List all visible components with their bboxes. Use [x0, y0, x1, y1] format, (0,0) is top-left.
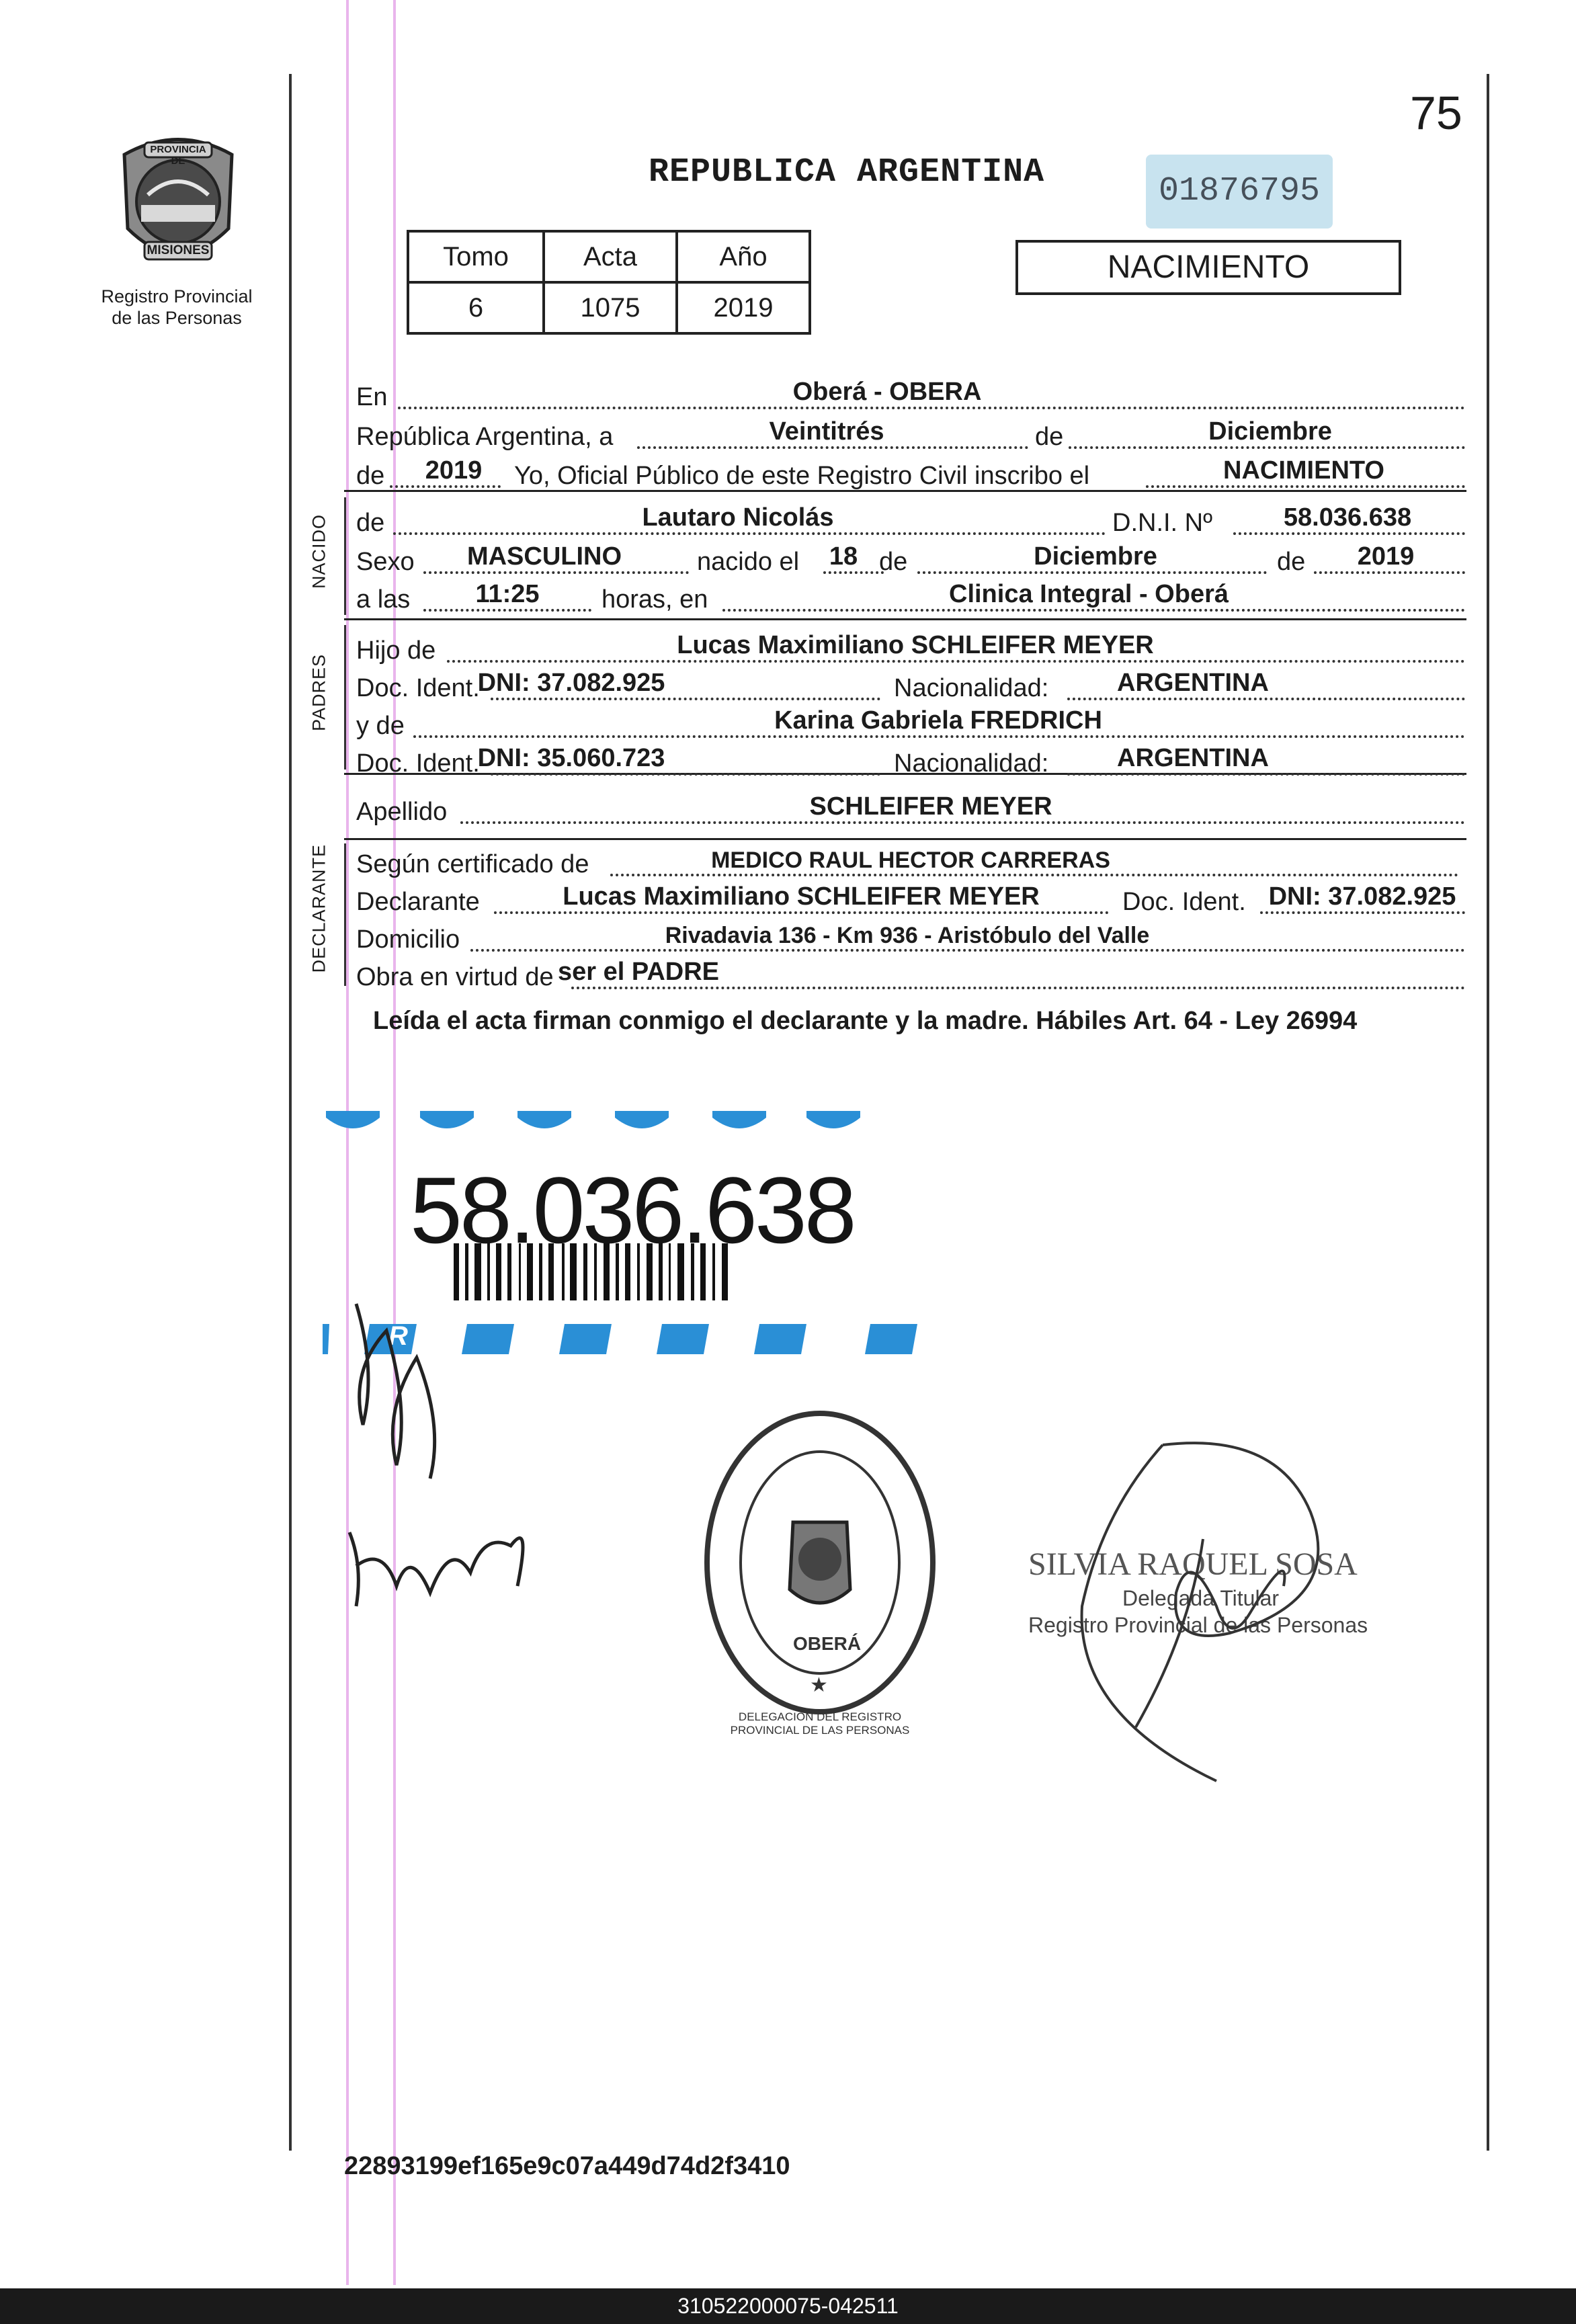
seal-star: ★ — [810, 1674, 828, 1696]
row-declarant — [356, 878, 1465, 917]
value-child-dni: 58.036.638 — [1283, 503, 1412, 532]
label-doc-father: Doc. Ident. — [356, 674, 480, 702]
bottom-code: 310522000075-042511 — [677, 2294, 899, 2318]
label-hijo: Hijo de — [356, 636, 436, 665]
label-doc-declarant: Doc. Ident. — [1122, 888, 1246, 916]
value-father-doc: DNI: 37.082.925 — [477, 669, 665, 697]
document-hash: 22893199ef165e9c07a449d74d2f3410 — [344, 2152, 790, 2180]
closing-statement: Leída el acta firman conmigo el declarante y la madre. Hábiles Art. 64 - Ley 26994 — [373, 1007, 1358, 1035]
section-label-padres: PADRES — [308, 653, 329, 732]
signature-declarant — [336, 1290, 558, 1633]
label-nat-father: Nacionalidad: — [894, 674, 1049, 702]
label-republica: República Argentina, a — [356, 423, 614, 451]
border-right — [1487, 74, 1489, 2151]
section-bar-declarante — [344, 843, 346, 986]
row-certificate — [356, 840, 1465, 879]
dni-number-large: 58.036.638 — [410, 1157, 854, 1263]
value-birth-month: Diciembre — [1034, 542, 1157, 571]
row-mother-name — [356, 702, 1465, 741]
row-capacity — [356, 953, 1465, 992]
official-role: Delegada Titular — [1122, 1586, 1280, 1610]
divider-padres-top — [344, 618, 1466, 620]
logo-caption — [93, 286, 261, 329]
value-declarant-doc: DNI: 37.082.925 — [1268, 882, 1456, 911]
logo-text-bottom: MISIONES — [147, 243, 210, 257]
label-de-name: de — [356, 509, 385, 537]
row-surname — [356, 788, 1465, 827]
label-yde: y de — [356, 712, 405, 740]
value-birth-place: Clinica Integral - Oberá — [949, 580, 1229, 608]
logo-caption-line1: Registro Provincial — [101, 286, 253, 306]
row-father-name — [356, 626, 1465, 665]
logo-text-top: PROVINCIA DE — [150, 144, 206, 167]
label-officer: Yo, Oficial Público de este Registro Civil inscribo el — [514, 462, 1090, 490]
serial-number: 01876795 — [1146, 155, 1333, 229]
row-place — [356, 373, 1465, 412]
section-label-declarante: DECLARANTE — [308, 843, 329, 973]
label-dni: D.N.I. Nº — [1112, 509, 1212, 537]
value-father-name: Lucas Maximiliano SCHLEIFER MEYER — [677, 631, 1154, 659]
r-mark: R — [388, 1321, 408, 1351]
value-father-nat: ARGENTINA — [1117, 669, 1269, 697]
row-officer — [356, 452, 1465, 491]
section-label-nacido: NACIDO — [308, 514, 329, 589]
page-number: 75 — [1410, 87, 1462, 139]
row-mother-doc — [356, 739, 1465, 778]
signature-official — [1062, 1431, 1344, 1794]
row-father-doc — [356, 664, 1465, 703]
value-declarant: Lucas Maximiliano SCHLEIFER MEYER — [563, 882, 1040, 911]
label-domicilio: Domicilio — [356, 925, 460, 954]
label-de-month: de — [1035, 423, 1064, 451]
label-de-bmonth: de — [879, 548, 908, 576]
row-child-name — [356, 499, 1465, 538]
official-org: Registro Provincial de las Personas — [1028, 1613, 1368, 1637]
label-de-year: de — [356, 462, 385, 490]
table-cell-ano: 2019 — [677, 282, 810, 333]
value-certificate: MEDICO RAUL HECTOR CARRERAS — [711, 847, 1110, 873]
row-address — [356, 915, 1465, 954]
bottom-code-bar — [0, 2288, 1576, 2324]
value-birth-year: 2019 — [1357, 542, 1415, 571]
label-nat-mother: Nacionalidad: — [894, 749, 1049, 778]
label-de-byear: de — [1277, 548, 1306, 576]
value-month: Diciembre — [1208, 417, 1332, 446]
label-sexo: Sexo — [356, 548, 415, 576]
row-sex-birth — [356, 538, 1465, 577]
act-type-box: NACIMIENTO — [1015, 240, 1401, 295]
value-birth-day: 18 — [829, 542, 858, 571]
label-en: En — [356, 383, 388, 411]
registry-table — [407, 230, 811, 335]
label-a-las: a las — [356, 585, 411, 614]
value-act: NACIMIENTO — [1223, 456, 1384, 485]
document-title: REPUBLICA ARGENTINA — [649, 153, 1045, 192]
value-day-words: Veintitrés — [769, 417, 884, 446]
label-apellido: Apellido — [356, 798, 448, 826]
table-header-acta: Acta — [544, 231, 677, 282]
value-capacity: ser el PADRE — [557, 958, 720, 986]
table-header-ano: Año — [677, 231, 810, 282]
row-time-place — [356, 575, 1465, 614]
row-date — [356, 413, 1465, 452]
value-child-name: Lautaro Nicolás — [642, 503, 834, 532]
value-mother-name: Karina Gabriela FREDRICH — [774, 706, 1102, 735]
section-bar-nacido — [344, 497, 346, 615]
logo-caption-line2: de las Personas — [112, 308, 242, 328]
table-cell-tomo: 6 — [408, 282, 544, 333]
label-doc-mother: Doc. Ident. — [356, 749, 480, 778]
value-sex: MASCULINO — [466, 542, 622, 571]
label-obra: Obra en virtud de — [356, 963, 554, 991]
border-left — [289, 74, 292, 2151]
value-address: Rivadavia 136 - Km 936 - Aristóbulo del Valle — [665, 923, 1150, 948]
label-certificado: Según certificado de — [356, 850, 589, 878]
label-declarante: Declarante — [356, 888, 480, 916]
official-name: SILVIA RAQUEL SOSA — [1028, 1546, 1358, 1582]
value-birth-time: 11:25 — [475, 580, 540, 608]
value-mother-doc: DNI: 35.060.723 — [477, 744, 665, 772]
value-year: 2019 — [425, 456, 483, 485]
seal-bottom-text: OBERÁ — [793, 1633, 862, 1654]
table-cell-acta: 1075 — [544, 282, 677, 333]
seal-text: DELEGACION DEL REGISTRO PROVINCIAL DE LAS PERSONAS — [730, 1710, 910, 1737]
label-horas: horas, en — [602, 585, 708, 614]
section-bar-padres — [344, 625, 346, 770]
registry-seal — [699, 1408, 941, 1717]
value-mother-nat: ARGENTINA — [1117, 744, 1269, 772]
value-surname: SCHLEIFER MEYER — [809, 792, 1052, 821]
value-place: Oberá - OBERA — [792, 378, 982, 406]
table-header-tomo: Tomo — [408, 231, 544, 282]
label-nacido: nacido el — [697, 548, 800, 576]
